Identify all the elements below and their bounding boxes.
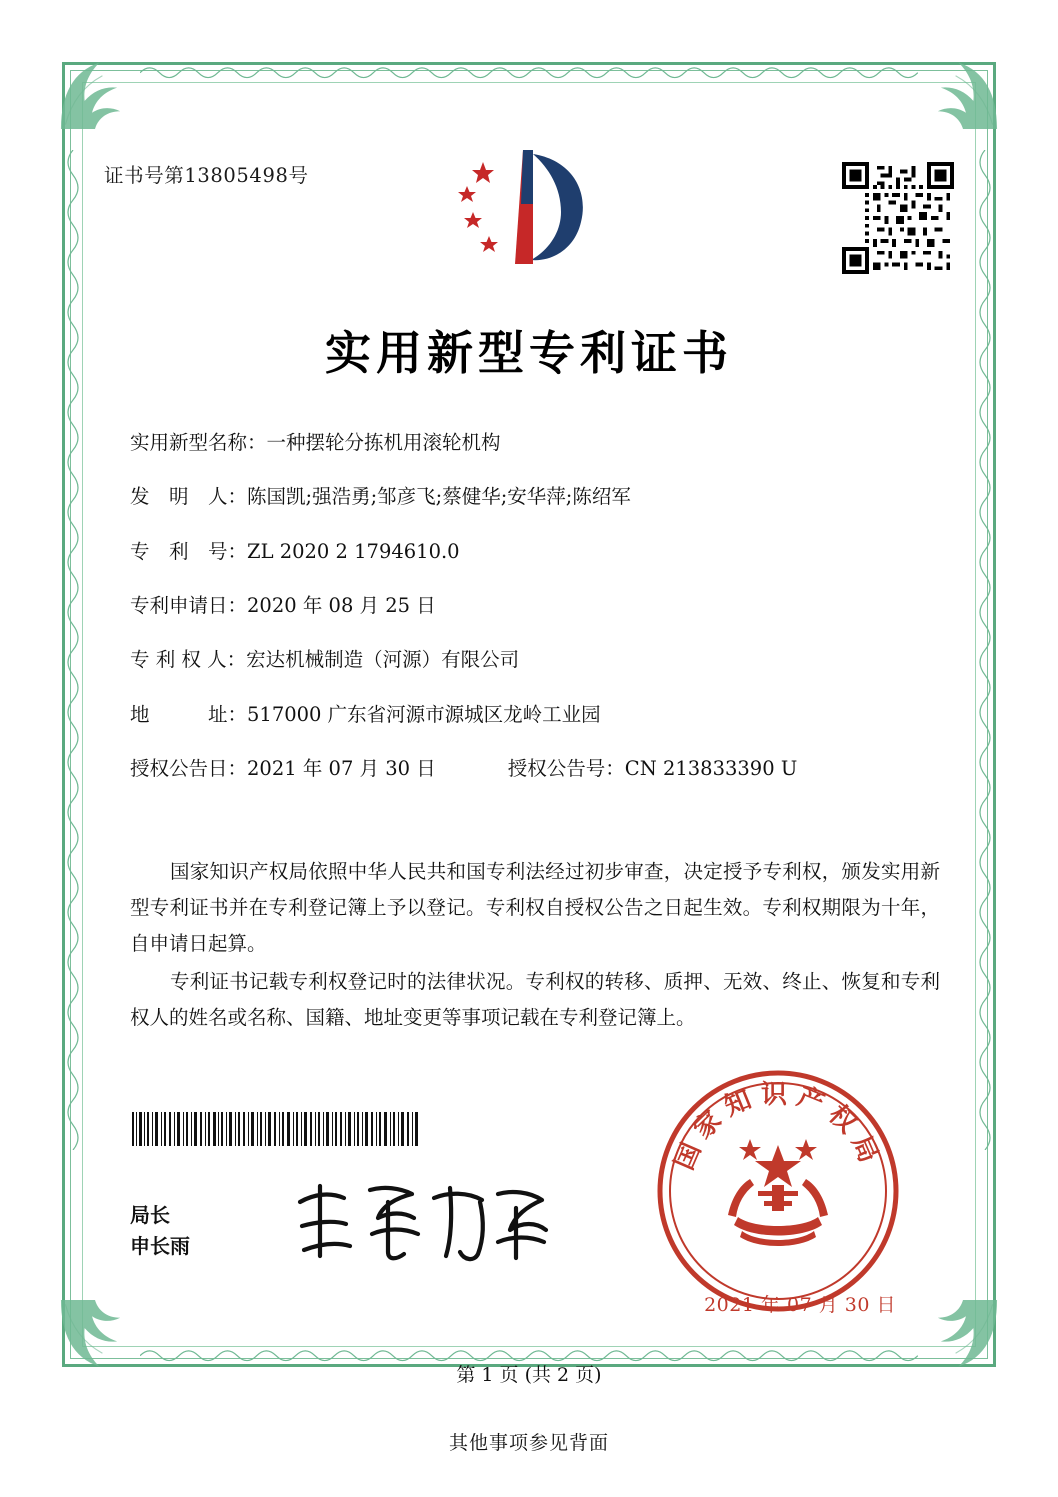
field-value: 2020 年 08 月 25 日 — [247, 594, 436, 618]
field-row-inventors — [130, 484, 944, 509]
svg-text:国家知识产权局: 国家知识产权局 — [669, 1080, 887, 1175]
field-value: 陈国凯;强浩勇;邹彦飞;蔡健华;安华萍;陈绍军 — [247, 485, 631, 509]
field-label: 授权公告号： — [507, 757, 625, 781]
paragraph-1: 国家知识产权局依照中华人民共和国专利法经过初步审查，决定授予专利权，颁发实用新型专利证书并在专利登记簿上予以登记。专利权自授权公告之日起生效。专利权期限为十年，自申请日起算。 — [130, 860, 940, 956]
barcode — [130, 1112, 420, 1146]
field-label: 专 利 号： — [130, 539, 248, 563]
field-label: 授权公告日： — [130, 757, 248, 781]
field-label: 专 利 权 人： — [130, 648, 247, 672]
official-seal — [654, 1067, 902, 1315]
field-value: 517000 广东省河源市源城区龙岭工业园 — [247, 702, 601, 726]
field-row-address — [130, 702, 944, 727]
handwritten-signature — [284, 1172, 564, 1268]
paragraph-2: 专利证书记载专利权登记时的法律状况。专利权的转移、质押、无效、终止、恢复和专利权人的姓名或名称、国籍、地址变更等事项记载在专利登记簿上。 — [130, 970, 940, 1030]
border-pattern-left — [62, 150, 84, 1277]
signatory-block — [130, 1200, 190, 1262]
legal-text — [130, 854, 940, 1038]
border-pattern-right — [974, 150, 996, 1277]
field-value: ZL 2020 2 1794610.0 — [247, 539, 460, 563]
field-value: CN 213833390 U — [624, 757, 798, 781]
field-label: 专利申请日： — [130, 594, 248, 618]
signatory-name: 申长雨 — [130, 1234, 190, 1258]
field-value: 一种摆轮分拣机用滚轮机构 — [266, 431, 501, 454]
field-row-patent-number — [130, 539, 944, 564]
seal-date: 2021 年 07 月 30 日 — [704, 1294, 896, 1316]
field-label: 发 明 人： — [130, 485, 248, 509]
field-row-application-date — [130, 593, 944, 618]
field-row-patentee — [130, 647, 944, 672]
grant-date-group — [130, 756, 436, 781]
field-label: 实用新型名称： — [130, 431, 267, 454]
grant-publication-group — [508, 756, 798, 781]
field-label: 地 址： — [130, 702, 248, 726]
page-title: 实用新型专利证书 — [325, 326, 733, 380]
page-indicator: 第 1 页 (共 2 页) — [456, 1364, 602, 1386]
certificate-number: 证书号第13805498号 — [104, 164, 309, 187]
field-row-name — [130, 430, 944, 455]
field-row-grant — [130, 756, 944, 781]
certificate-content — [104, 112, 954, 1386]
field-value: 2021 年 07 月 30 日 — [247, 757, 436, 781]
footnote: 其他事项参见背面 — [448, 1432, 609, 1454]
qr-code — [842, 162, 954, 274]
field-list — [130, 430, 944, 810]
border-pattern-top — [140, 62, 918, 84]
signatory-role: 局长 — [130, 1203, 170, 1227]
cnipa-logo-icon — [449, 142, 609, 272]
field-value: 宏达机械制造（河源）有限公司 — [246, 648, 520, 672]
